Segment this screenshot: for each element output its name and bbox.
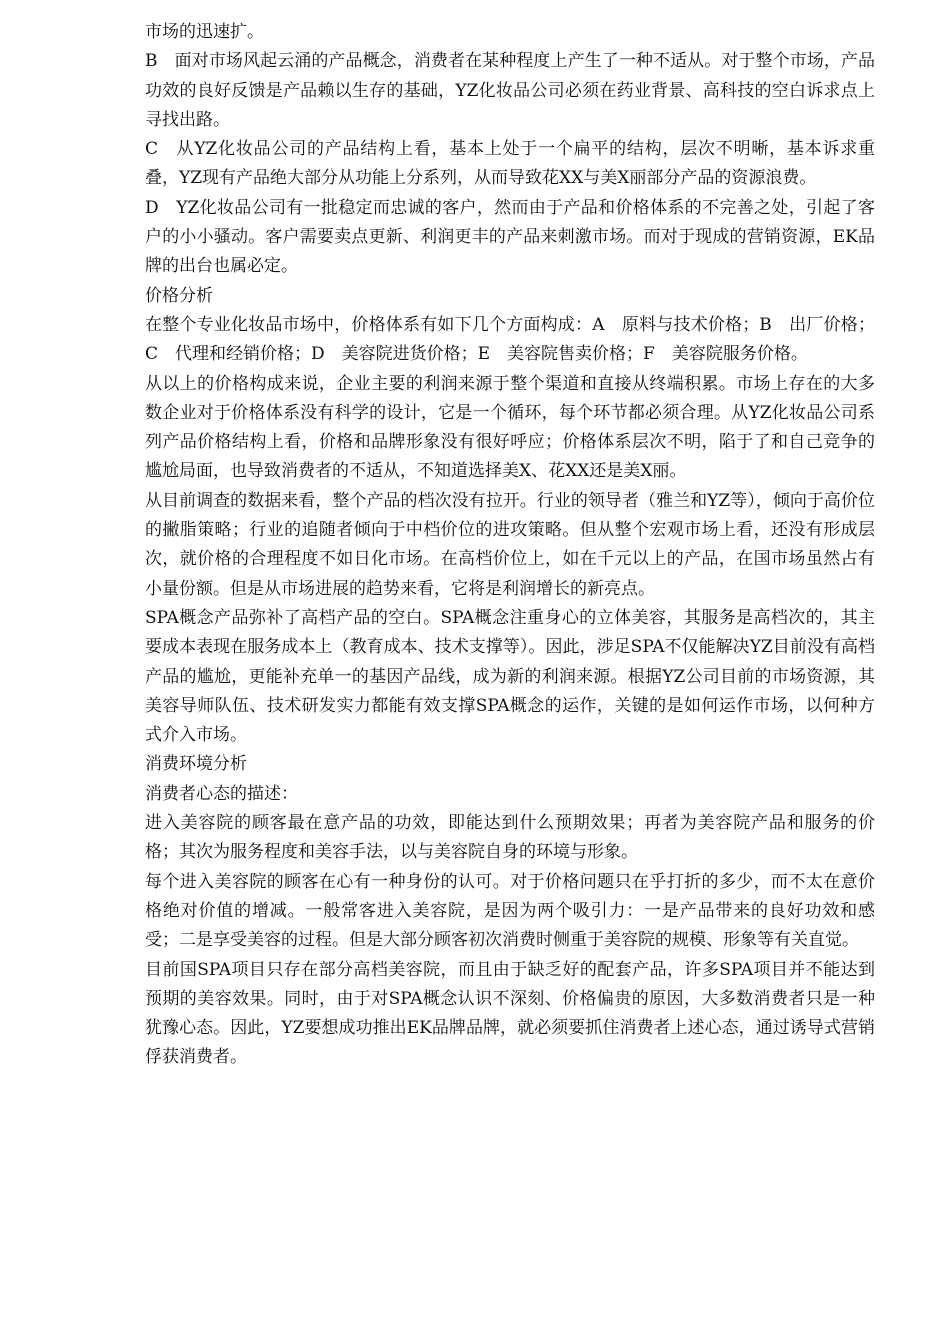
paragraph-customer-priorities: 进入美容院的顾客最在意产品的功效，即能达到什么预期效果；再者为美容院产品和服务的价格；其次为服务程度和美容手法，以与美容院自身的环境与形象。 [145, 813, 875, 863]
heading-consumer-environment: 消费环境分析 [145, 754, 247, 775]
paragraph-survey-data: 从目前调查的数据来看，整个产品的档次没有拉开。行业的领导者（雅兰和YZ等），倾向于高价位的撇脂策略；行业的追随者倾向于中档价位的进攻策略。但从整个宏观市场上看，还没有形成层次，就价格的合理程度不如日化市场。在高档价位上，如在千元以上的产品，在国市场虽然占有小量份额。但是从市场进展的趋势来看，它将是利润增长的新亮点。 [145, 490, 875, 599]
heading-consumer-mindset: 消费者心态的描述： [145, 783, 298, 804]
paragraph-profit-source: 从以上的价格构成来说，企业主要的利润来源于整个渠道和直接从终端积累。市场上存在的大多数企业对于价格体系没有科学的设计，它是一个循环，每个环节都必须合理。从YZ化妆品公司系列产品价格结构上看，价格和品牌形象没有很好呼应；价格体系层次不明，陷于了和自己竞争的尴尬局面，也导致消费者的不适从，不知道选择美X、花XX还是美X丽。 [145, 373, 875, 482]
paragraph-spa-market-status: 目前国SPA项目只存在部分高档美容院，而且由于缺乏好的配套产品，许多SPA项目并不能达到预期的美容效果。同时，由于对SPA概念认识不深刻、价格偏贵的原因，大多数消费者只是一种犹豫心态。因此，YZ要想成功推出EK品牌品牌，就必须要抓住消费者上述心态，通过诱导式营销俘获消费者。 [145, 959, 875, 1068]
paragraph-price-structure: 在整个专业化妆品市场中，价格体系有如下几个方面构成：A 原料与技术价格；B 出厂价格；C 代理和经销价格；D 美容院进货价格；E 美容院售卖价格；F 美容院服务价格。 [145, 314, 875, 365]
paragraph-point-b: B 面对市场风起云涌的产品概念，消费者在某种程度上产生了一种不适从。对于整个市场，产品功效的良好反馈是产品赖以生存的基础，YZ化妆品公司必须在药业背景、高科技的空白诉求点上寻找出路。 [145, 51, 875, 130]
heading-price-analysis: 价格分析 [145, 285, 213, 306]
paragraph-spa-concept: SPA概念产品弥补了高档产品的空白。SPA概念注重身心的立体美容，其服务是高档次的，其主要成本表现在服务成本上（教育成本、技术支撑等）。因此，涉足SPA不仅能解决YZ目前没有高档产品的尴尬，更能补充单一的基因产品线，成为新的利润来源。根据YZ公司目前的市场资源，其美容导师队伍、技术研发实力都能有效支撑SPA概念的运作，关键的是如何运作市场，以何种方式介入市场。 [145, 607, 875, 746]
paragraph-point-c: C 从YZ化妆品公司的产品结构上看，基本上处于一个扁平的结构，层次不明晰，基本诉求重叠，YZ现有产品绝大部分从功能上分系列，从而导致花XX与美X丽部分产品的资源浪费。 [145, 139, 875, 189]
paragraph-point-d: D YZ化妆品公司有一批稳定而忠诚的客户，然而由于产品和价格体系的不完善之处，引起了客户的小小骚动。客户需要卖点更新、利润更丰的产品来刺激市场。而对于现成的营销资源，EK品牌的出台也属必定。 [145, 197, 875, 277]
document-page [145, 18, 875, 1073]
paragraph-market-expansion: 市场的迅速扩。 [145, 22, 264, 42]
paragraph-customer-identity: 每个进入美容院的顾客在心有一种身份的认可。对于价格问题只在乎打折的多少，而不太在意价格绝对价值的增减。一般常客进入美容院，是因为两个吸引力：一是产品带来的良好功效和感受；二是享受美容的过程。但是大部分顾客初次消费时侧重于美容院的规模、形象等有关直觉。 [145, 871, 875, 951]
